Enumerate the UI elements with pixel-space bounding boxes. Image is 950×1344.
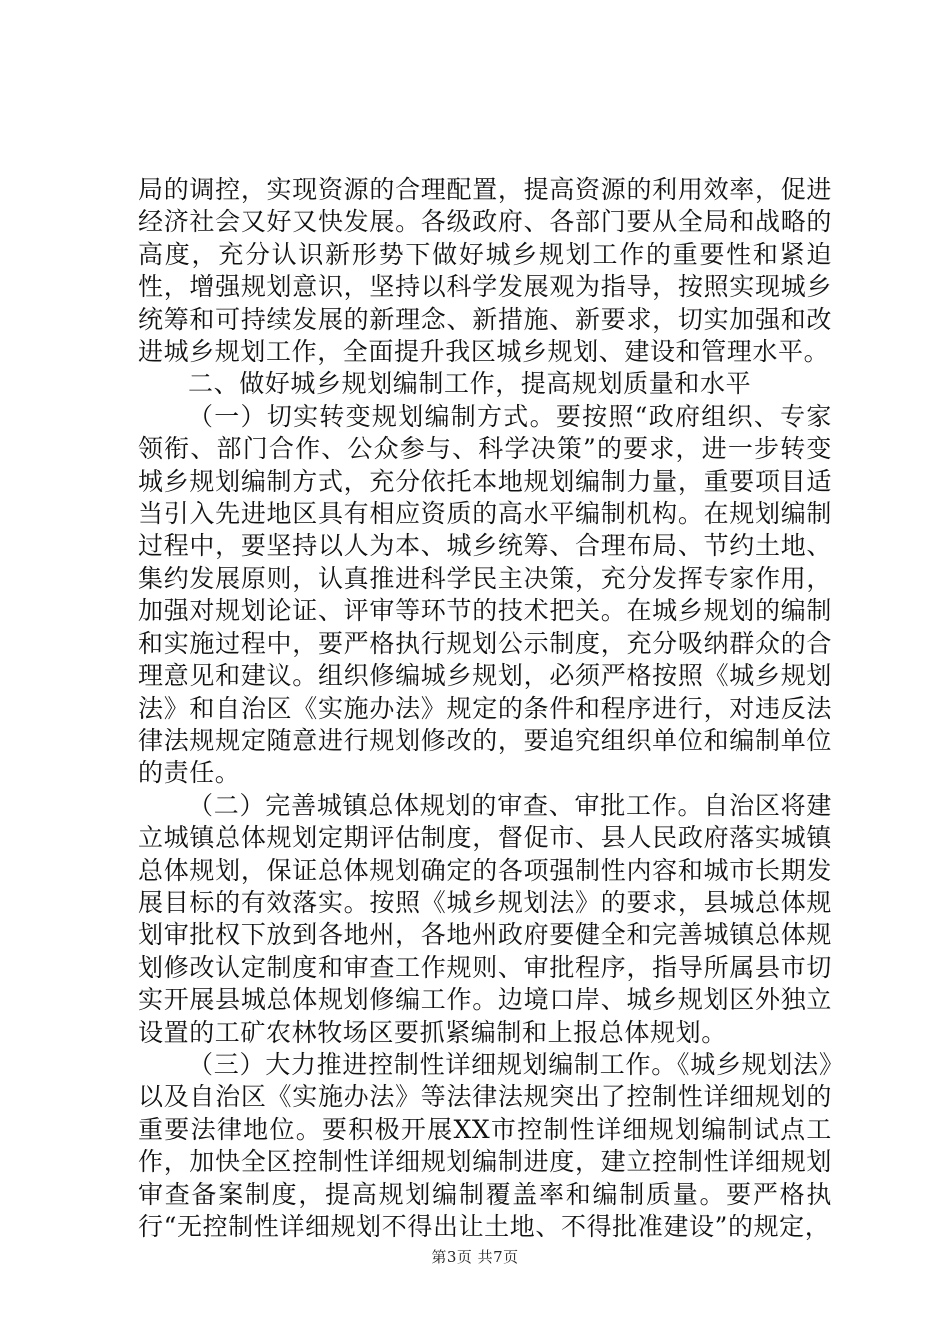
page-number-footer: 第3页 共7页 [431, 1248, 519, 1266]
document-body [138, 174, 832, 1243]
section-heading: 二、做好城乡规划编制工作，提高规划质量和水平 [188, 369, 752, 399]
paragraph-item-1: （一）切实转变规划编制方式。要按照“政府组织、专家领衔、部门合作、公众参与、科学决策”的要求，进一步转变城乡规划编制方式，充分依托本地规划编制力量，重要项目适当引入先进地区具有相应资质的高水平编制机构。在规划编制过程中，要坚持以人为本、城乡统筹、合理布局、节约土地、集约发展原则，认真推进科学民主决策，充分发挥专家作用，加强对规划论证、评审等环节的技术把关。在城乡规划的编制和实施过程中，要严格执行规划公示制度，充分吸纳群众的合理意见和建议。组织修编城乡规划，必须严格按照《城乡规划法》和自治区《实施办法》规定的条件和程序进行，对违反法律法规规定随意进行规划修改的，要追究组织单位和编制单位的责任。 [138, 401, 832, 788]
paragraph-continuation: 局的调控，实现资源的合理配置，提高资源的利用效率，促进经济社会又好又快发展。各级政府、各部门要从全局和战略的高度，充分认识新形势下做好城乡规划工作的重要性和紧迫性，增强规划意识，坚持以科学发展观为指导，按照实现城乡统筹和可持续发展的新理念、新措施、新要求，切实加强和改进城乡规划工作，全面提升我区城乡规划、建设和管理水平。 [138, 175, 832, 367]
paragraph-item-2: （二）完善城镇总体规划的审查、审批工作。自治区将建立城镇总体规划定期评估制度，督促市、县人民政府落实城镇总体规划，保证总体规划确定的各项强制性内容和城市长期发展目标的有效落实。按照《城乡规划法》的要求，县城总体规划审批权下放到各地州，各地州政府要健全和完善城镇总体规划修改认定制度和审查工作规则、审批程序，指导所属县市切实开展县城总体规划修编工作。边境口岸、城乡规划区外独立设置的工矿农林牧场区要抓紧编制和上报总体规划。 [138, 790, 832, 1047]
paragraph-item-3: （三）大力推进控制性详细规划编制工作。《城乡规划法》以及自治区《实施办法》等法律法规突出了控制性详细规划的重要法律地位。要积极开展XX市控制性详细规划编制试点工作，加快全区控制性详细规划编制进度，建立控制性详细规划审查备案制度，提高规划编制覆盖率和编制质量。要严格执行“无控制性详细规划不得出让土地、不得批准建设”的规定， [138, 1049, 832, 1241]
